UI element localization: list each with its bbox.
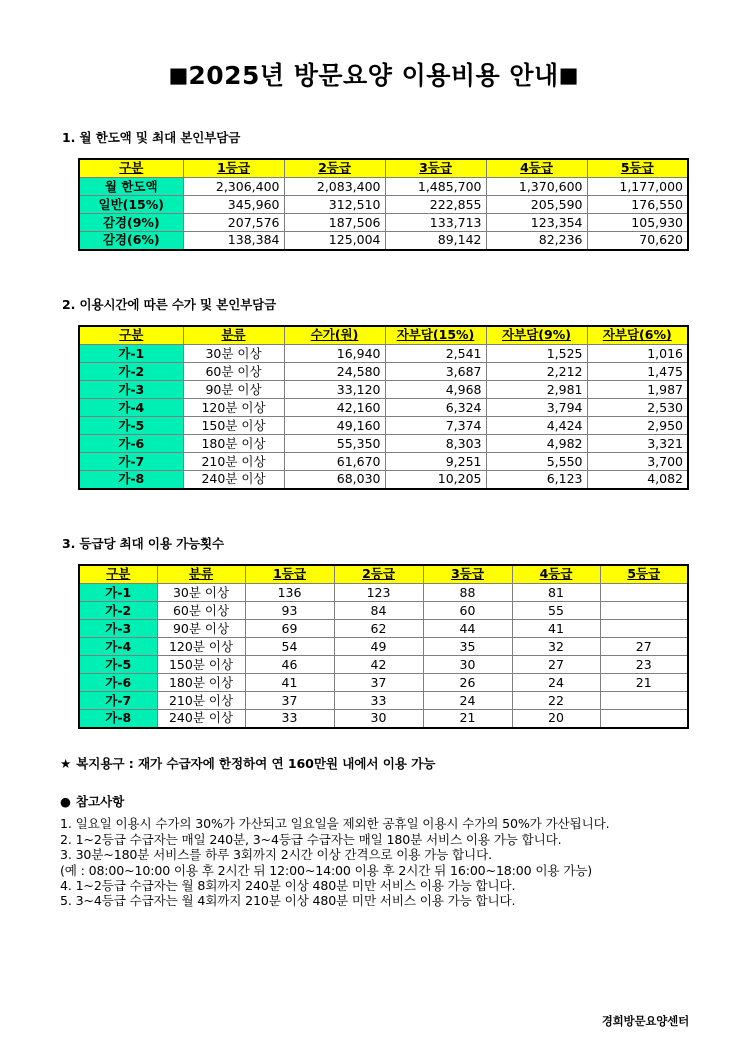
table-cell: 123 (334, 584, 423, 602)
col-header: 구분 (79, 159, 183, 178)
table-row (79, 620, 688, 638)
table-cell: 60 (423, 602, 512, 620)
row-header: 가-7 (79, 453, 183, 471)
row-header: 가-1 (79, 345, 183, 363)
table-cell: 4,082 (587, 471, 688, 489)
col-header: 구분 (79, 326, 183, 345)
table-cell: 123,354 (486, 214, 587, 232)
table-cell: 21 (423, 710, 512, 728)
table-cell: 2,530 (587, 399, 688, 417)
table-cell (600, 692, 688, 710)
table-cell: 68,030 (284, 471, 385, 489)
col-header: 3등급 (385, 159, 486, 178)
table-row (79, 417, 688, 435)
table-1-wrapper (0, 158, 747, 251)
table-row (79, 381, 688, 399)
col-header: 5등급 (587, 159, 688, 178)
table-cell: 10,205 (385, 471, 486, 489)
table-cell: 2,212 (486, 363, 587, 381)
table-cell: 222,855 (385, 196, 486, 214)
table-cell: 240분 이상 (157, 710, 245, 728)
table-2-wrapper (0, 325, 747, 490)
table-cell: 33 (334, 692, 423, 710)
title-marker-left: ■ (168, 63, 189, 87)
table-cell: 2,083,400 (284, 178, 385, 196)
table-cell: 4,982 (486, 435, 587, 453)
table-3-wrapper (0, 564, 747, 729)
col-header: 4등급 (486, 159, 587, 178)
table-cell: 187,506 (284, 214, 385, 232)
table-cell: 180분 이상 (183, 435, 284, 453)
table-cell: 35 (423, 638, 512, 656)
table-cell: 120분 이상 (157, 638, 245, 656)
row-header: 가-6 (79, 435, 183, 453)
table-cell: 5,550 (486, 453, 587, 471)
table-row (79, 345, 688, 363)
table-row (79, 232, 688, 250)
table-cell: 20 (512, 710, 600, 728)
table-row (79, 674, 688, 692)
section-heading-2: 2. 이용시간에 따른 수가 및 본인부담금 (62, 296, 277, 312)
col-header: 분류 (157, 565, 245, 584)
table-cell: 125,004 (284, 232, 385, 250)
row-header: 가-8 (79, 471, 183, 489)
table-row (79, 453, 688, 471)
col-header: 구분 (79, 565, 157, 584)
table-cell: 42 (334, 656, 423, 674)
table-cell: 30 (334, 710, 423, 728)
col-header: 1등급 (183, 159, 284, 178)
table-cell: 23 (600, 656, 688, 674)
row-header: 가-6 (79, 674, 157, 692)
table-cell: 1,525 (486, 345, 587, 363)
table-row (79, 178, 688, 196)
table-cell: 81 (512, 584, 600, 602)
table-row (79, 692, 688, 710)
table-cell: 61,670 (284, 453, 385, 471)
note-item: 4. 1~2등급 수급자는 월 8회까지 240분 이상 480분 미만 서비스 이용 가능 합니다. (60, 877, 516, 893)
table-cell (600, 584, 688, 602)
service-fee-table (78, 325, 689, 490)
table-cell: 8,303 (385, 435, 486, 453)
table-cell: 1,987 (587, 381, 688, 399)
col-header: 자부담(9%) (486, 326, 587, 345)
col-header: 2등급 (284, 159, 385, 178)
table-cell: 37 (334, 674, 423, 692)
row-header: 가-3 (79, 620, 157, 638)
title-marker-right: ■ (558, 63, 579, 87)
row-header: 일반(15%) (79, 196, 183, 214)
note-item: 3. 30분~180분 서비스를 하루 3회까지 2시간 이상 간격으로 이용 가능 합니다. (60, 847, 492, 863)
section-heading-3: 3. 등급당 최대 이용 가능횟수 (62, 535, 224, 551)
row-header: 가-5 (79, 417, 183, 435)
table-cell (600, 710, 688, 728)
reference-heading-text: 참고사항 (75, 794, 125, 810)
table-row (79, 399, 688, 417)
table-cell: 138,384 (183, 232, 284, 250)
reference-heading (60, 794, 701, 809)
table-cell: 1,475 (587, 363, 688, 381)
table-cell: 3,321 (587, 435, 688, 453)
title-text: 2025년 방문요양 이용비용 안내 (188, 61, 559, 90)
table-cell: 46 (245, 656, 334, 674)
row-header: 감경(9%) (79, 214, 183, 232)
table-cell: 22 (512, 692, 600, 710)
row-header: 가-1 (79, 584, 157, 602)
table-cell: 70,620 (587, 232, 688, 250)
table-cell: 27 (600, 638, 688, 656)
welfare-equipment-note (60, 756, 701, 771)
table-cell: 30 (423, 656, 512, 674)
row-header: 가-7 (79, 692, 157, 710)
table-cell: 133,713 (385, 214, 486, 232)
max-usage-count-table (78, 564, 689, 729)
table-cell: 90분 이상 (183, 381, 284, 399)
row-header: 가-5 (79, 656, 157, 674)
row-header: 가-3 (79, 381, 183, 399)
table-cell: 42,160 (284, 399, 385, 417)
col-header: 수가(원) (284, 326, 385, 345)
table-row (79, 196, 688, 214)
col-header: 자부담(15%) (385, 326, 486, 345)
table-cell: 33,120 (284, 381, 385, 399)
table-cell: 93 (245, 602, 334, 620)
note-item: 2. 1~2등급 수급자는 매일 240분, 3~4등급 수급자는 매일 180분 서비스 이용 가능 합니다. (60, 831, 562, 847)
page-title (0, 0, 747, 91)
table-cell (600, 620, 688, 638)
row-header: 가-4 (79, 399, 183, 417)
table-cell: 150분 이상 (183, 417, 284, 435)
table-cell: 30분 이상 (157, 584, 245, 602)
table-cell: 205,590 (486, 196, 587, 214)
table-row (79, 638, 688, 656)
table-cell: 180분 이상 (157, 674, 245, 692)
table-cell: 2,306,400 (183, 178, 284, 196)
col-header: 4등급 (512, 565, 600, 584)
row-header: 가-8 (79, 710, 157, 728)
table-row (79, 710, 688, 728)
table-cell: 21 (600, 674, 688, 692)
table-cell: 2,950 (587, 417, 688, 435)
table-cell: 62 (334, 620, 423, 638)
table-cell: 44 (423, 620, 512, 638)
table-cell: 24,580 (284, 363, 385, 381)
table-cell: 176,550 (587, 196, 688, 214)
table-cell: 33 (245, 710, 334, 728)
table-cell: 27 (512, 656, 600, 674)
table-cell: 88 (423, 584, 512, 602)
table-row (79, 435, 688, 453)
table-cell: 1,177,000 (587, 178, 688, 196)
col-header: 1등급 (245, 565, 334, 584)
table-row (79, 656, 688, 674)
table-cell: 49 (334, 638, 423, 656)
footer-brand: 경희방문요양센터 (601, 1014, 689, 1028)
table-cell: 60분 이상 (157, 602, 245, 620)
table-cell: 26 (423, 674, 512, 692)
note-item: 5. 3~4등급 수급자는 월 4회까지 210분 이상 480분 미만 서비스 이용 가능 합니다. (60, 893, 516, 909)
note-item: (예 : 08:00~10:00 이용 후 2시간 뒤 12:00~14:00 이용 후 2시간 뒤 16:00~18:00 이용 가능) (60, 862, 593, 878)
col-header: 3등급 (423, 565, 512, 584)
table-cell: 41 (512, 620, 600, 638)
note-item: 1. 일요일 이용시 수가의 30%가 가산되고 일요일을 제외한 공휴일 이용시 수가의 50%가 가산됩니다. (60, 816, 610, 832)
table-header-row (79, 159, 688, 178)
table-cell: 6,123 (486, 471, 587, 489)
table-cell: 55,350 (284, 435, 385, 453)
table-cell: 150분 이상 (157, 656, 245, 674)
table-cell: 69 (245, 620, 334, 638)
col-header: 분류 (183, 326, 284, 345)
table-cell: 1,370,600 (486, 178, 587, 196)
table-cell: 3,687 (385, 363, 486, 381)
table-row (79, 214, 688, 232)
table-cell: 3,700 (587, 453, 688, 471)
table-cell: 55 (512, 602, 600, 620)
row-header: 가-2 (79, 602, 157, 620)
table-cell: 312,510 (284, 196, 385, 214)
table-cell: 89,142 (385, 232, 486, 250)
table-cell: 41 (245, 674, 334, 692)
star-icon: ★ (60, 755, 72, 771)
table-cell: 60분 이상 (183, 363, 284, 381)
table-cell: 84 (334, 602, 423, 620)
table-cell: 2,541 (385, 345, 486, 363)
col-header: 자부담(6%) (587, 326, 688, 345)
table-header-row (79, 565, 688, 584)
table-cell: 16,940 (284, 345, 385, 363)
table-cell: 210분 이상 (157, 692, 245, 710)
row-header: 가-4 (79, 638, 157, 656)
reference-notes-list (60, 816, 701, 908)
table-cell: 24 (512, 674, 600, 692)
table-cell: 120분 이상 (183, 399, 284, 417)
row-header: 가-2 (79, 363, 183, 381)
table-cell: 136 (245, 584, 334, 602)
table-cell: 207,576 (183, 214, 284, 232)
table-cell: 90분 이상 (157, 620, 245, 638)
table-cell: 54 (245, 638, 334, 656)
table-cell: 2,981 (486, 381, 587, 399)
table-cell: 1,485,700 (385, 178, 486, 196)
table-cell: 240분 이상 (183, 471, 284, 489)
table-cell (600, 602, 688, 620)
table-cell: 49,160 (284, 417, 385, 435)
col-header: 2등급 (334, 565, 423, 584)
table-cell: 9,251 (385, 453, 486, 471)
table-cell: 37 (245, 692, 334, 710)
welfare-equipment-note-text: 복지용구 : 재가 수급자에 한정하여 연 160만원 내에서 이용 가능 (76, 755, 436, 771)
table-cell: 32 (512, 638, 600, 656)
section-heading-1: 1. 월 한도액 및 최대 본인부담금 (62, 129, 241, 145)
notes-section (0, 756, 747, 909)
table-cell: 105,930 (587, 214, 688, 232)
row-header: 월 한도액 (79, 178, 183, 196)
table-cell: 345,960 (183, 196, 284, 214)
col-header: 5등급 (600, 565, 688, 584)
row-header: 감경(6%) (79, 232, 183, 250)
table-row (79, 363, 688, 381)
table-cell: 3,794 (486, 399, 587, 417)
table-row (79, 602, 688, 620)
table-cell: 24 (423, 692, 512, 710)
table-cell: 4,968 (385, 381, 486, 399)
table-cell: 82,236 (486, 232, 587, 250)
table-cell: 1,016 (587, 345, 688, 363)
bullet-circle-icon: ● (60, 794, 71, 810)
monthly-limit-table (78, 158, 689, 251)
table-cell: 6,324 (385, 399, 486, 417)
table-cell: 30분 이상 (183, 345, 284, 363)
table-cell: 210분 이상 (183, 453, 284, 471)
table-row (79, 471, 688, 489)
table-row (79, 584, 688, 602)
table-header-row (79, 326, 688, 345)
table-cell: 4,424 (486, 417, 587, 435)
table-cell: 7,374 (385, 417, 486, 435)
